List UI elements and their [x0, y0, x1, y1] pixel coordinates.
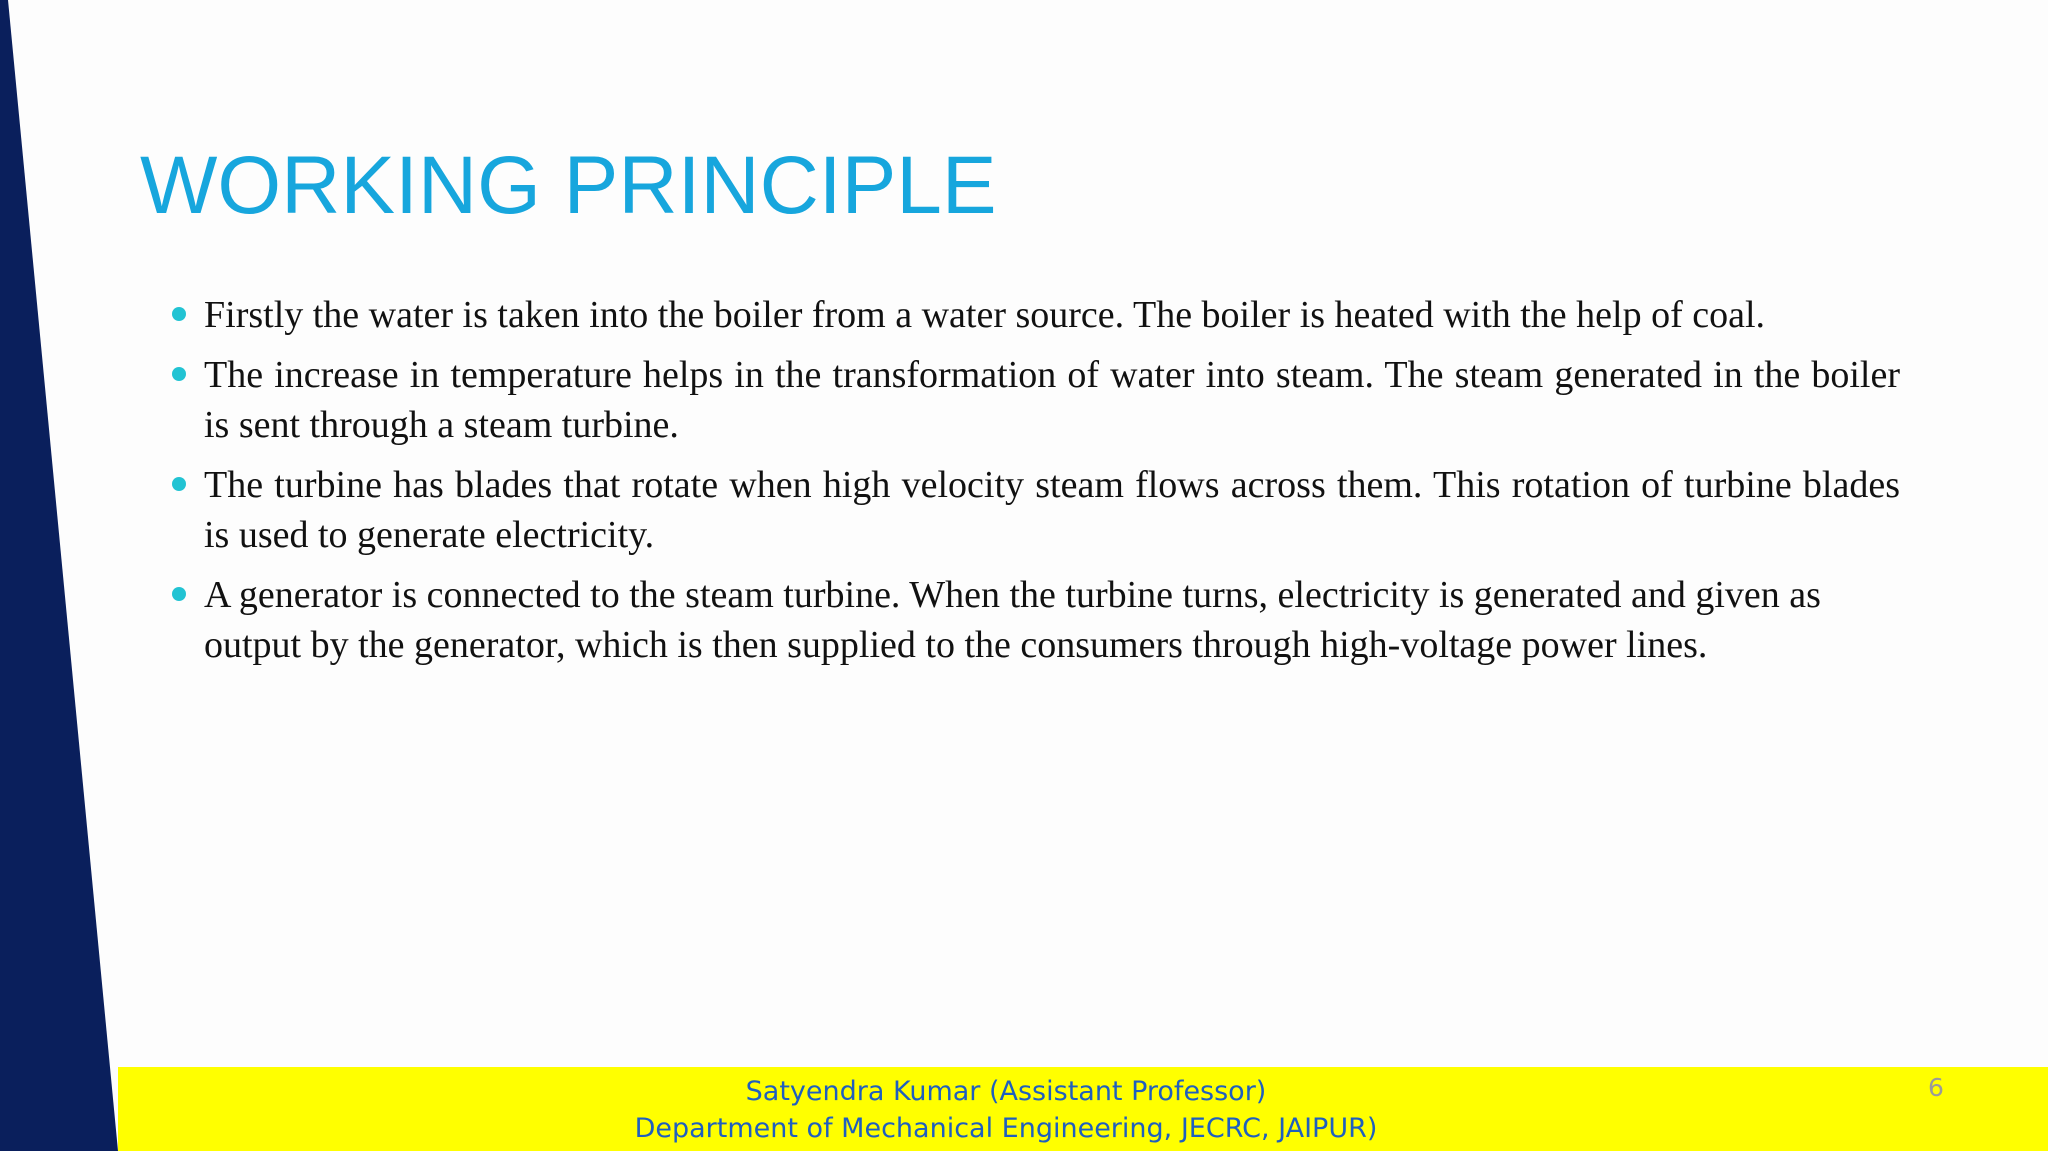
- side-band-decoration: [0, 0, 130, 1151]
- bullet-text: The turbine has blades that rotate when high velocity steam flows across them. This rotation of turbine blades is used to generate electricity.: [204, 464, 1900, 556]
- bullet-item: [170, 290, 1900, 340]
- bullet-dot-icon: [172, 477, 186, 491]
- bullet-dot-icon: [172, 587, 186, 601]
- footer-author: Satyendra Kumar (Assistant Professor): [745, 1076, 1267, 1107]
- footer-department: Department of Mechanical Engineering, JECRC, JAIPUR): [634, 1113, 1378, 1144]
- bullet-dot-icon: [172, 367, 186, 381]
- bullet-item: [170, 350, 1900, 450]
- footer-bar: [118, 1067, 2048, 1151]
- bullet-item: [170, 460, 1900, 560]
- bullet-dot-icon: [172, 307, 186, 321]
- slide-title: WORKING PRINCIPLE: [140, 140, 997, 231]
- bullet-text: A generator is connected to the steam turbine. When the turbine turns, electricity is generated and given as output by the generator, which is then supplied to the consumers through high-voltage power lines.: [204, 574, 1821, 666]
- footer-text: [0, 1073, 2012, 1147]
- page-number: 6: [1928, 1073, 1944, 1102]
- bullet-item: [170, 570, 1900, 670]
- bullet-text: Firstly the water is taken into the boiler from a water source. The boiler is heated with the help of coal.: [204, 294, 1766, 336]
- bullet-text: The increase in temperature helps in the transformation of water into steam. The steam generated in the boiler is sent through a steam turbine.: [204, 354, 1900, 446]
- bullet-list: [170, 290, 1900, 680]
